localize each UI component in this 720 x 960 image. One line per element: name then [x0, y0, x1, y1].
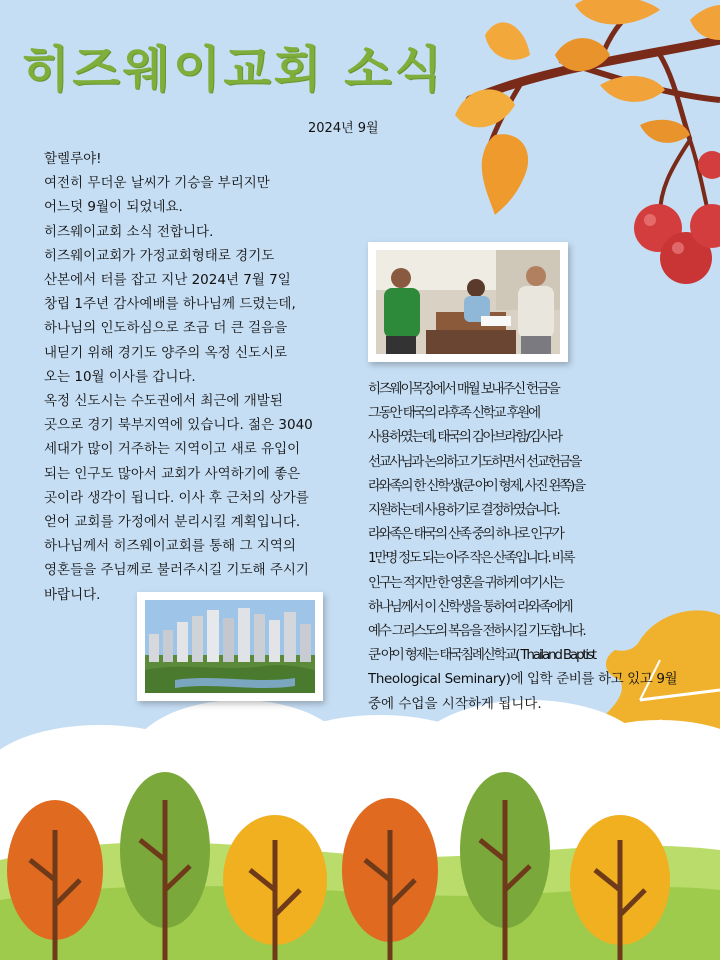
left-article-line: 하나님의 인도하심으로 조금 더 큰 걸음을 — [44, 320, 288, 337]
meeting-photo — [368, 242, 568, 362]
city-photo-image — [145, 600, 315, 693]
left-article-line: 할렐루야! — [44, 151, 102, 167]
right-article-line: 쿤 야이 형제는 태국침례신학교( Thailand Baptist — [368, 647, 595, 664]
left-article-line: 히즈웨이교회 소식 전합니다. — [44, 223, 214, 240]
right-article-line: 라와족은 태국의 산족 중의 하나로 인구가 — [368, 526, 563, 543]
left-article-line: 어느덧 9월이 되었네요. — [44, 199, 183, 216]
left-article-line: 여전히 무더운 날씨가 기승을 부리지만 — [44, 175, 270, 192]
left-article-line: 곳으로 경기 북부지역에 있습니다. 젊은 3040 — [44, 417, 313, 434]
left-article-line: 세대가 많이 거주하는 지역이고 새로 유입이 — [44, 441, 301, 458]
issue-date: 2024년 9월 — [308, 121, 379, 136]
left-article-line: 히즈웨이교회가 가정교회형태로 경기도 — [44, 247, 275, 264]
right-article-line: 지원하는데 사용하기로 결정하였습니다. — [368, 502, 559, 519]
right-article-line: Theological Seminary)에 입학 준비를 하고 있고 9월 — [368, 671, 678, 688]
left-article-line: 내딛기 위해 경기도 양주의 옥정 신도시로 — [44, 344, 288, 361]
left-article-line: 바랍니다. — [44, 586, 101, 603]
left-article-line: 영혼들을 주님께로 불러주시길 기도해 주시기 — [44, 562, 309, 579]
right-article-line: 라와족의 한 신학생(쿤 야이 형제, 사진 왼쪽)을 — [368, 477, 584, 494]
meeting-photo-image — [376, 250, 560, 354]
left-article-line: 오는 10월 이사를 갑니다. — [44, 368, 196, 385]
right-article-line: 중에 수업을 시작하게 됩니다. — [368, 695, 542, 712]
right-article-line: 하나님께서 이 신학생을 통하여 라와족에게 — [368, 598, 572, 615]
left-article-line: 되는 인구도 많아서 교회가 사역하기에 좋은 — [44, 465, 301, 482]
left-article-line: 옥정 신도시는 수도권에서 최근에 개발된 — [44, 393, 283, 410]
left-article-line: 하나님께서 히즈웨이교회를 통해 그 지역의 — [44, 538, 296, 555]
left-article-line: 곳이라 생각이 됩니다. 이사 후 근처의 상가를 — [44, 489, 309, 506]
right-article-line: 그동안 태국의 라후족 신학교 후원에 — [368, 405, 539, 422]
right-article-line: 히즈웨이목장에서 매월 보내주신 헌금을 — [368, 381, 559, 397]
right-article-line: 1만명 정도 되는 아주 작은 산족입니다. 비록 — [368, 550, 574, 567]
right-article — [368, 377, 677, 716]
newsletter-title: 히즈웨이교회 소식 — [22, 41, 445, 98]
right-article-line: 사용하였는데, 태국의 김아브라함/김사라 — [368, 429, 561, 446]
left-article — [44, 147, 313, 607]
right-article-line: 인구는 적지만 한 영혼을 귀하게 여기시는 — [368, 574, 563, 591]
right-article-line: 선교사님과 논의하고 기도하면서 선교헌금을 — [368, 453, 581, 470]
left-article-line: 산본에서 터를 잡고 지난 2024년 7월 7일 — [44, 272, 291, 289]
left-article-line: 얻어 교회를 가정에서 분리시킬 계획입니다. — [44, 514, 301, 531]
left-article-line: 창립 1주년 감사예배를 하나님께 드렸는데, — [44, 296, 296, 313]
city-photo — [137, 592, 323, 701]
right-article-line: 예수 그리스도의 복음을 전하시길 기도합니다. — [368, 623, 585, 640]
